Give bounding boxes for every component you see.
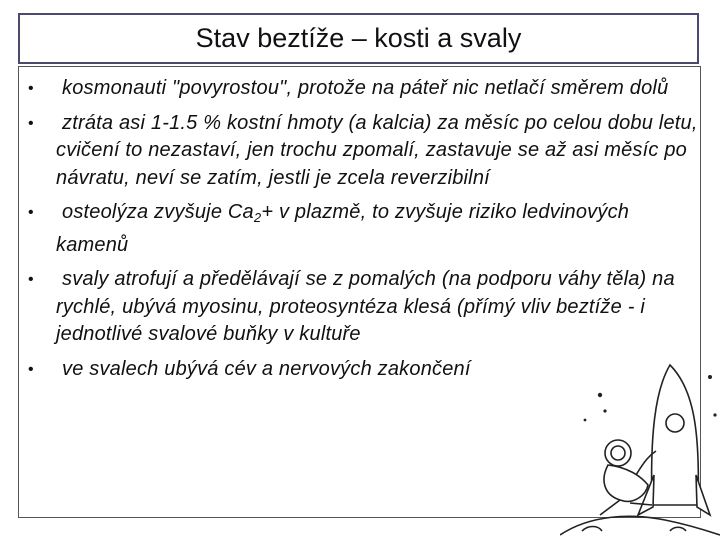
star-icon [713,413,716,416]
bullet-dot: • [28,271,34,288]
star-icon [584,419,587,422]
bullet-item [28,75,698,103]
bullet-item [28,110,698,193]
crater-icon [582,527,602,532]
bullet-text: svaly atrofují a předělávají se z pomalých (na podporu váhy těla) na rychlé, ubývá myosinu, proteosyntéza klesá (přímý vliv beztíže - i jednotlivé svalové buňky v kultuře [56,268,675,345]
title-box [18,13,699,64]
rocket-body [652,365,699,505]
bullet-text: ztráta asi 1-1.5 % kostní hmoty (a kalcia) za měsíc po celou dobu letu, cvičení to nezastaví, jen trochu zpomalí, zastavuje se až asi měsíc po návratu, neví se zatím, jestli je zcela reverzibilní [56,111,698,189]
bullet-dot: • [28,360,34,378]
bullet-text-post: + v plazmě, to zvyšuje riziko ledvinových kamenů [56,201,630,256]
star-icon [708,375,712,379]
bullet-text-pre: osteolýza zvyšuje Ca [62,201,254,223]
astronaut-helmet-icon [605,440,631,466]
rocket-fin-right [696,475,710,515]
astronaut-body [604,465,648,501]
bullet-list [28,75,698,390]
moon-surface [560,516,720,535]
bullet-dot: • [28,204,34,221]
bullet-text: kosmonauti "povyrostou", protože na páteř nic netlačí směrem dolů [62,77,669,99]
bullet-dot: • [28,114,34,132]
slide-title: Stav beztíže – kosti a svaly [195,23,522,53]
bullet-text [56,201,629,256]
bullet-dot: • [28,80,34,97]
star-icon [598,393,602,397]
astronaut-rocket-illustration [560,355,720,540]
bullet-item [28,199,698,259]
star-icon [603,409,606,412]
bullet-text: ve svalech ubývá cév a nervových zakončení [62,357,471,380]
crater-icon [670,527,686,531]
bullet-item [28,266,698,349]
subscript: 2 [253,210,262,225]
